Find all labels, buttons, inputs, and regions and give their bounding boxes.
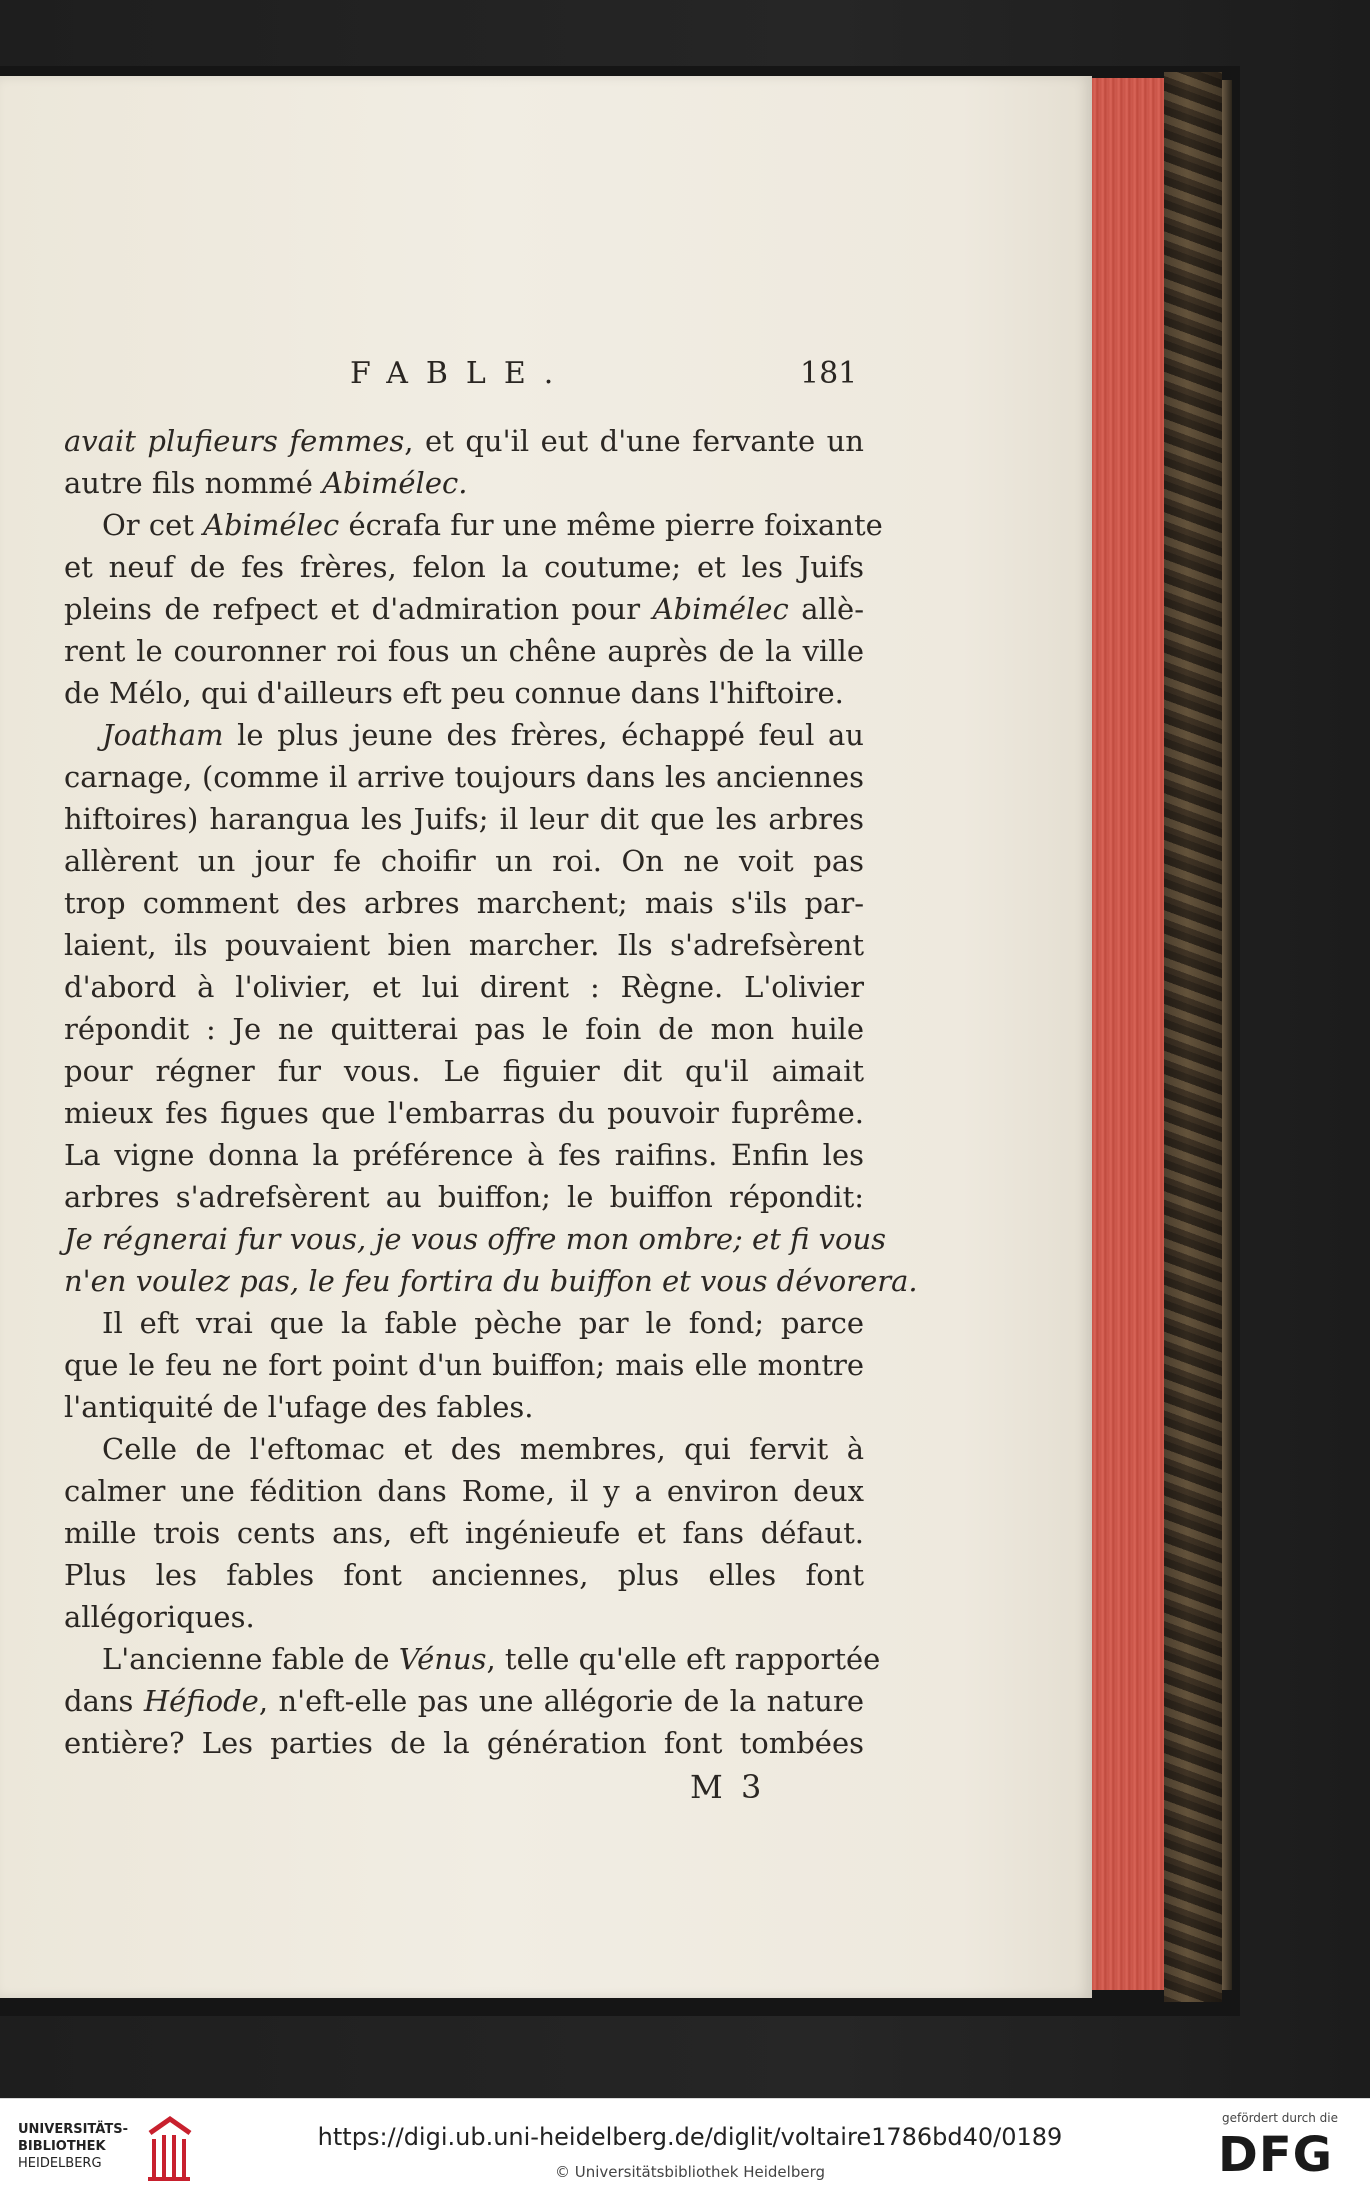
permalink-url[interactable]: https://digi.ub.uni-heidelberg.de/diglit/voltaire1786bd40/0189 [317, 2123, 1063, 2151]
running-head [0, 356, 1092, 396]
text-run: autre fils nommé [64, 466, 323, 500]
text-line [64, 714, 864, 756]
text-run: Il eft vrai que la fable pèche par le fond; parce [102, 1306, 864, 1340]
text-line [64, 1092, 864, 1134]
italic-text: Je régnerai fur vous, je vous offre mon ombre; et fi vous [64, 1222, 887, 1256]
logo-line-2: BIBLIOTHEK [18, 2139, 106, 2154]
italic-text: Héfiode [143, 1684, 259, 1718]
text-line [64, 1386, 864, 1428]
italic-text: Abimélec. [322, 466, 468, 500]
text-run: mille trois cents ans, eft ingénieufe et fans défaut. [64, 1516, 864, 1550]
text-run: le plus jeune des frères, échappé feul au [223, 718, 864, 752]
red-page-edges [1092, 78, 1166, 1990]
text-run: , n'eft-elle pas une allégorie de la nature [258, 1684, 864, 1718]
text-run: l'antiquité de l'ufage des fables. [64, 1390, 534, 1424]
text-run: rent le couronner roi fous un chêne auprès de la ville [64, 634, 864, 668]
text-line [64, 1344, 864, 1386]
cover-edge [1222, 80, 1232, 1990]
text-run: pour régner fur vous. Le figuier dit qu'il aimait [64, 1054, 864, 1088]
body-text [64, 420, 918, 1764]
text-line [64, 1680, 864, 1722]
text-line [64, 1218, 887, 1260]
italic-text: avait plufieurs femmes [64, 424, 405, 458]
text-line [64, 630, 864, 672]
text-run: allégoriques. [64, 1600, 255, 1634]
text-run: pleins de refpect et d'admiration pour [64, 592, 653, 626]
text-run: carnage, (comme il arrive toujours dans les anciennes [64, 760, 864, 794]
text-run: hiftoires) harangua les Juifs; il leur dit que les arbres [64, 802, 864, 836]
text-line [64, 546, 864, 588]
italic-text: Joatham [102, 718, 224, 752]
text-run: Plus les fables font anciennes, plus elles font [64, 1558, 864, 1592]
text-line [64, 1302, 864, 1344]
text-line [64, 462, 864, 504]
text-run: écrafa fur une même pierre foixante [339, 508, 883, 542]
dfg-logo: DFG [1218, 2127, 1334, 2183]
text-line [64, 588, 864, 630]
text-line [64, 1596, 864, 1638]
italic-text: n'en voulez pas, le feu fortira du buiffon et vous dévorera. [64, 1264, 918, 1298]
text-run: La vigne donna la préférence à fes raifins. Enfin les [64, 1138, 864, 1172]
text-run: calmer une fédition dans Rome, il y a environ deux [64, 1474, 864, 1508]
text-run: de Mélo, qui d'ailleurs eft peu connue dans l'hiftoire. [64, 676, 844, 710]
text-line [64, 1512, 864, 1554]
text-run: dans [64, 1684, 144, 1718]
text-run: Or cet [102, 508, 204, 542]
text-run: entière? Les parties de la génération font tombées [64, 1726, 864, 1760]
text-run: allè- [788, 592, 864, 626]
library-logo-text [18, 2121, 138, 2172]
text-line [64, 1638, 881, 1680]
logo-line-1: UNIVERSITÄTS- [18, 2122, 128, 2137]
text-line [64, 420, 864, 462]
text-run: laient, ils pouvaient bien marcher. Ils s'adrefsèrent [64, 928, 864, 962]
text-run: trop comment des arbres marchent; mais s'ils par- [64, 886, 864, 920]
logo-line-3: HEIDELBERG [18, 2156, 102, 2171]
funded-by-label: gefördert durch die [1222, 2111, 1338, 2125]
text-run: L'ancienne fable de [102, 1642, 399, 1676]
copyright-notice: © Universitätsbibliothek Heidelberg [554, 2163, 825, 2181]
text-line [64, 504, 883, 546]
text-line [64, 882, 864, 924]
text-line [64, 756, 864, 798]
text-line [64, 1134, 864, 1176]
text-line [64, 924, 864, 966]
text-run: d'abord à l'olivier, et lui dirent : Règne. L'olivier [64, 970, 864, 1004]
footer-bar [0, 2098, 1370, 2199]
text-line [64, 840, 864, 882]
signature-mark: M 3 [690, 1768, 766, 1806]
text-run: mieux fes figues que l'embarras du pouvoir fuprême. [64, 1096, 864, 1130]
text-line [64, 1470, 864, 1512]
text-line [64, 1722, 864, 1764]
text-line [64, 1554, 864, 1596]
text-run: répondit : Je ne quitterai pas le foin de mon huile [64, 1012, 864, 1046]
text-line [64, 1050, 864, 1092]
text-line [64, 1428, 864, 1470]
text-line [64, 966, 864, 1008]
text-run: , telle qu'elle eft rapportée [486, 1642, 881, 1676]
italic-text: Abimélec [652, 592, 789, 626]
text-line [64, 1008, 864, 1050]
text-run: Celle de l'eftomac et des membres, qui fervit à [102, 1432, 864, 1466]
text-run: , et qu'il eut d'une fervante un [404, 424, 864, 458]
page-number: 181 [800, 356, 858, 391]
text-run: que le feu ne fort point d'un buiffon; mais elle montre [64, 1348, 864, 1382]
italic-text: Vénus [398, 1642, 487, 1676]
library-logo-icon [140, 2113, 196, 2183]
book-page [0, 76, 1092, 1998]
text-run: et neuf de fes frères, felon la coutume; et les Juifs [64, 550, 864, 584]
italic-text: Abimélec [203, 508, 340, 542]
text-line [64, 672, 864, 714]
text-run: allèrent un jour fe choifir un roi. On ne voit pas [64, 844, 864, 878]
text-line [64, 798, 864, 840]
text-run: arbres s'adrefsèrent au buiffon; le buiffon répondit: [64, 1180, 864, 1214]
running-head-title: FABLE. [350, 356, 572, 391]
text-line [64, 1176, 864, 1218]
marbled-cover [1164, 72, 1222, 2002]
text-line [64, 1260, 918, 1302]
